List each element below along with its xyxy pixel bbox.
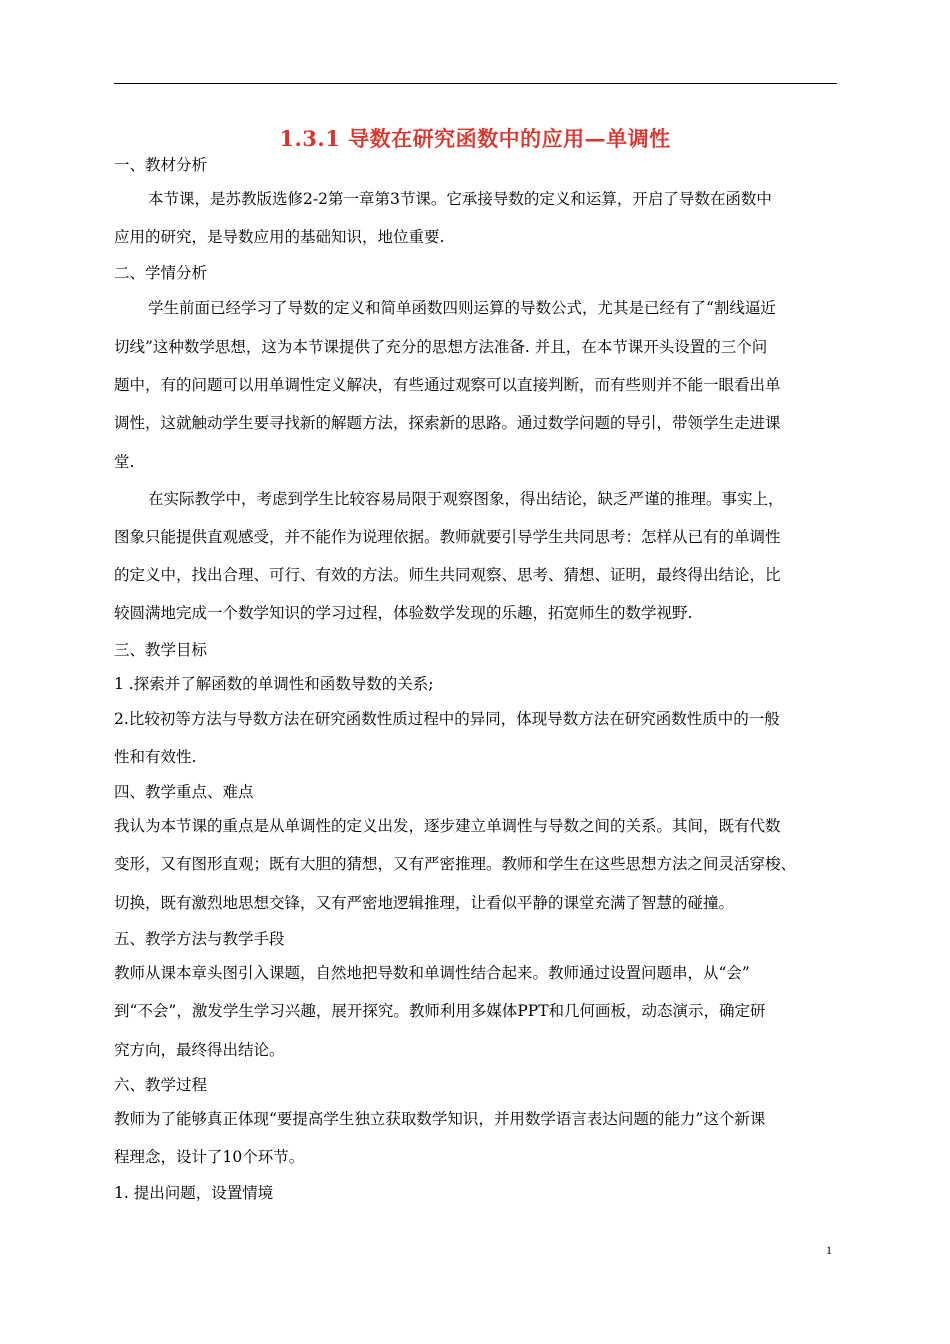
paragraph-line: 的定义中，找出合理、可行、有效的方法。师生共同观察、思考、猜想、证明，最终得出结论，比 [114,566,781,584]
process-step-heading: 1. 提出问题，设置情境 [114,1184,274,1202]
page-number: 1 [826,1243,832,1257]
paragraph-line: 本节课，是苏教版选修2-2第一章第3节课。它承接导数的定义和运算，开启了导数在函数中 [148,190,772,208]
paragraph-line: 图象只能提供直观感受，并不能作为说理依据。教师就要引导学生共同思考：怎样从已有的单调性 [114,528,781,546]
paragraph-line: 切线”这种数学思想，这为本节课提供了充分的思想方法准备. 并且，在本节课开头设置的三个问 [114,338,768,356]
section-heading-learner-analysis: 二、学情分析 [114,264,208,282]
section-heading-textbook-analysis: 一、教材分析 [114,156,208,174]
document-title: 1.3.1 导数在研究函数中的应用—单调性 [279,126,671,151]
paragraph-line: 题中，有的问题可以用单调性定义解决，有些通过观察可以直接判断，而有些则并不能一眼看出单 [114,376,781,394]
section-heading-teaching-objectives: 三、教学目标 [114,641,208,659]
paragraph-line: 我认为本节课的重点是从单调性的定义出发，逐步建立单调性与导数之间的关系。其间，既有代数 [114,817,781,835]
objective-item: 2.比较初等方法与导数方法在研究函数性质过程中的异同，体现导数方法在研究函数性质中的一般 [114,710,780,728]
paragraph-line: 程理念，设计了10个环节。 [114,1148,305,1166]
paragraph-line: 到“不会”，激发学生学习兴趣，展开探究。教师利用多媒体PPT和几何画板，动态演示，确定研 [114,1002,766,1020]
paragraph-line: 学生前面已经学习了导数的定义和简单函数四则运算的导数公式，尤其是已经有了“割线逼近 [148,299,776,317]
paragraph-line: 在实际教学中，考虑到学生比较容易局限于观察图象，得出结论，缺乏严谨的推理。事实上， [148,490,784,508]
paragraph-line: 堂. [114,453,135,471]
paragraph-line: 切换，既有激烈地思想交锋，又有严密地逻辑推理，让看似平静的课堂充满了智慧的碰撞。 [114,894,735,912]
paragraph-line: 应用的研究，是导数应用的基础知识，地位重要. [114,228,445,246]
section-heading-teaching-process: 六、教学过程 [114,1076,208,1094]
header-rule [114,83,837,84]
section-heading-teaching-methods: 五、教学方法与教学手段 [114,930,285,948]
paragraph-line: 较圆满地完成一个数学知识的学习过程，体验数学发现的乐趣，拓宽师生的数学视野. [114,604,693,622]
paragraph-line: 教师从课本章头图引入课题，自然地把导数和单调性结合起来。教师通过设置问题串，从“会” [114,964,750,982]
paragraph-line: 变形，又有图形直观；既有大胆的猜想，又有严密推理。教师和学生在这些思想方法之间灵活穿梭、 [114,855,797,873]
paragraph-line: 调性，这就触动学生要寻找新的解题方法，探索新的思路。通过数学问题的导引，带领学生走进课 [114,414,781,432]
section-heading-key-points: 四、教学重点、难点 [114,783,254,801]
paragraph-line: 性和有效性. [114,748,197,766]
objective-item: 1 .探索并了解函数的单调性和函数导数的关系; [114,675,434,693]
paragraph-line: 究方向，最终得出结论。 [114,1041,285,1059]
paragraph-line: 教师为了能够真正体现“要提高学生独立获取数学知识，并用数学语言表达问题的能力”这个新课 [114,1110,766,1128]
